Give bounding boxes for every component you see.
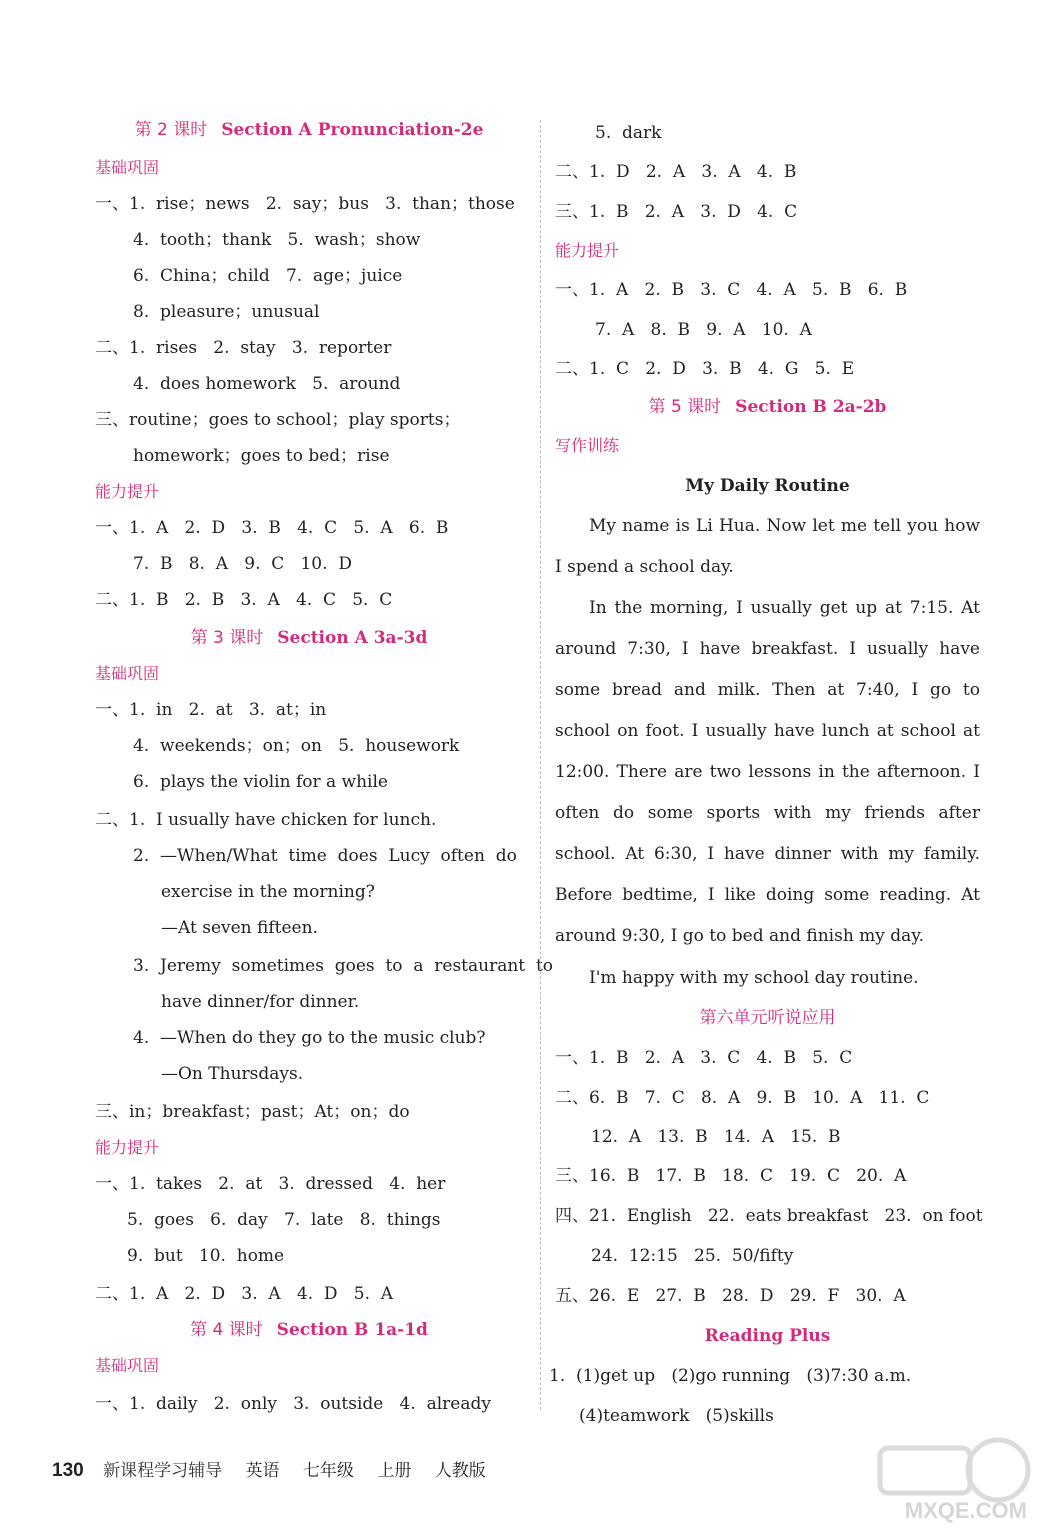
answer-line: 三、16. B 17. B 18. C 19. C 20. A <box>555 1166 907 1186</box>
answer-line: 4. —When do they go to the music club? <box>133 1028 486 1048</box>
essay-title: My Daily Routine <box>685 476 850 496</box>
answer-line: 7. A 8. B 9. A 10. A <box>595 320 812 340</box>
section-name: Section B 1a-1d <box>276 1320 428 1340</box>
answer-line: 8. pleasure；unusual <box>133 302 320 322</box>
answer-line: 24. 12:15 25. 50/fifty <box>591 1246 794 1266</box>
answer-line: 2. —When/What time does Lucy often do <box>133 846 517 866</box>
edition-label: 人教版 <box>434 1461 486 1481</box>
answer-line: 二、6. B 7. C 8. A 9. B 10. A 11. C <box>555 1088 930 1108</box>
answer-line: 二、1. B 2. B 3. A 4. C 5. C <box>95 590 393 610</box>
answer-line: 二、1. C 2. D 3. B 4. G 5. E <box>555 359 855 379</box>
book-title: 新课程学习辅导 <box>103 1461 223 1481</box>
answer-line: 三、1. B 2. A 3. D 4. C <box>555 202 798 222</box>
grade-label: 七年级 <box>302 1461 354 1481</box>
section-title <box>95 1312 523 1348</box>
answer-line: 4. does homework 5. around <box>133 374 401 394</box>
answer-line: 5. dark <box>595 123 662 143</box>
section-title <box>555 998 980 1038</box>
answer-line: 6. China；child 7. age；juice <box>133 266 403 286</box>
answer-line: exercise in the morning? <box>161 882 375 902</box>
answer-line: (4)teamwork (5)skills <box>579 1406 774 1426</box>
column-divider <box>540 120 541 1410</box>
watermark-text: MXQE.COM <box>904 1498 1027 1523</box>
answer-line: 二、1. D 2. A 3. A 4. B <box>555 162 797 182</box>
answer-line: 一、1. in 2. at 3. at；in <box>95 700 327 720</box>
subsection-heading: 写作训练 <box>555 436 620 455</box>
answer-line: 4. tooth；thank 5. wash；show <box>133 230 421 250</box>
answer-line: 一、1. daily 2. only 3. outside 4. already <box>95 1394 491 1414</box>
answer-line: 一、1. A 2. B 3. C 4. A 5. B 6. B <box>555 280 908 300</box>
section-title <box>555 388 980 426</box>
page-number: 130 <box>52 1460 84 1481</box>
answer-line: 一、1. B 2. A 3. C 4. B 5. C <box>555 1048 853 1068</box>
answer-line: 3. Jeremy sometimes goes to a restaurant to <box>133 956 554 976</box>
section-name: Reading Plus <box>704 1326 831 1346</box>
answer-line: 一、1. takes 2. at 3. dressed 4. her <box>95 1174 446 1194</box>
subsection-heading: 基础巩固 <box>95 158 160 177</box>
answer-line: 三、in；breakfast；past；At；on；do <box>95 1102 410 1122</box>
answer-line: 五、26. E 27. B 28. D 29. F 30. A <box>555 1286 906 1306</box>
answer-line: —On Thursdays. <box>161 1064 304 1084</box>
answer-line: 二、1. I usually have chicken for lunch. <box>95 810 437 830</box>
answer-line: 一、1. rise；news 2. say；bus 3. than；those <box>95 194 515 214</box>
answer-line: 二、1. rises 2. stay 3. reporter <box>95 338 392 358</box>
answer-line: 7. B 8. A 9. C 10. D <box>133 554 352 574</box>
section-title <box>95 110 523 150</box>
answer-line: 一、1. A 2. D 3. B 4. C 5. A 6. B <box>95 518 449 538</box>
lesson-number: 第 2 课时 <box>134 120 208 140</box>
watermark-logo <box>870 1430 1035 1530</box>
answer-line: 4. weekends；on；on 5. housework <box>133 736 460 756</box>
answer-line: 5. goes 6. day 7. late 8. things <box>127 1210 441 1230</box>
essay-paragraph: My name is Li Hua. Now let me tell you how I spend a school day. <box>555 516 980 577</box>
lesson-number: 第 3 课时 <box>190 628 264 648</box>
answer-line: have dinner/for dinner. <box>161 992 360 1012</box>
essay-paragraph: In the morning, I usually get up at 7:15. At around 7:30, I have breakfast. I usually have some bread and milk. Then at 7:40, I go to school on foot. I usually have lunch at school at 12:00. There are two lessons in the afternoon. I often do some sports with my friends after school. At 6:30, I have dinner with my family. Before bedtime, I like doing some reading. At around 9:30, I go to bed and finish my day. <box>555 598 980 946</box>
answer-line: 三、routine；goes to school；play sports； <box>95 410 461 430</box>
answer-line: 9. but 10. home <box>127 1246 285 1266</box>
section-title <box>555 1316 980 1356</box>
answer-line: 四、21. English 22. eats breakfast 23. on foot <box>555 1206 983 1226</box>
subsection-heading: 基础巩固 <box>95 664 160 683</box>
subject-label: 英语 <box>245 1461 280 1481</box>
lesson-number: 第六单元听说应用 <box>699 1008 836 1028</box>
subsection-heading: 能力提升 <box>95 482 160 501</box>
page-footer <box>52 1456 504 1482</box>
subsection-heading: 能力提升 <box>95 1138 160 1157</box>
answer-line: 1. (1)get up (2)go running (3)7:30 a.m. <box>549 1366 912 1386</box>
essay-paragraph: I'm happy with my school day routine. <box>589 968 919 988</box>
answer-line: homework；goes to bed；rise <box>133 446 390 466</box>
lesson-number: 第 5 课时 <box>648 397 722 417</box>
section-name: Section A 3a-3d <box>277 628 428 648</box>
answer-line: —At seven fifteen. <box>161 918 318 938</box>
answer-line: 二、1. A 2. D 3. A 4. D 5. A <box>95 1284 394 1304</box>
answer-line: 6. plays the violin for a while <box>133 772 388 792</box>
section-title <box>95 620 523 656</box>
section-name: Section A Pronunciation-2e <box>221 120 484 140</box>
subsection-heading: 能力提升 <box>555 241 620 260</box>
subsection-heading: 基础巩固 <box>95 1356 160 1375</box>
answer-line: 12. A 13. B 14. A 15. B <box>591 1127 841 1147</box>
volume-label: 上册 <box>377 1461 412 1481</box>
section-name: Section B 2a-2b <box>735 397 887 417</box>
lesson-number: 第 4 课时 <box>190 1320 263 1340</box>
